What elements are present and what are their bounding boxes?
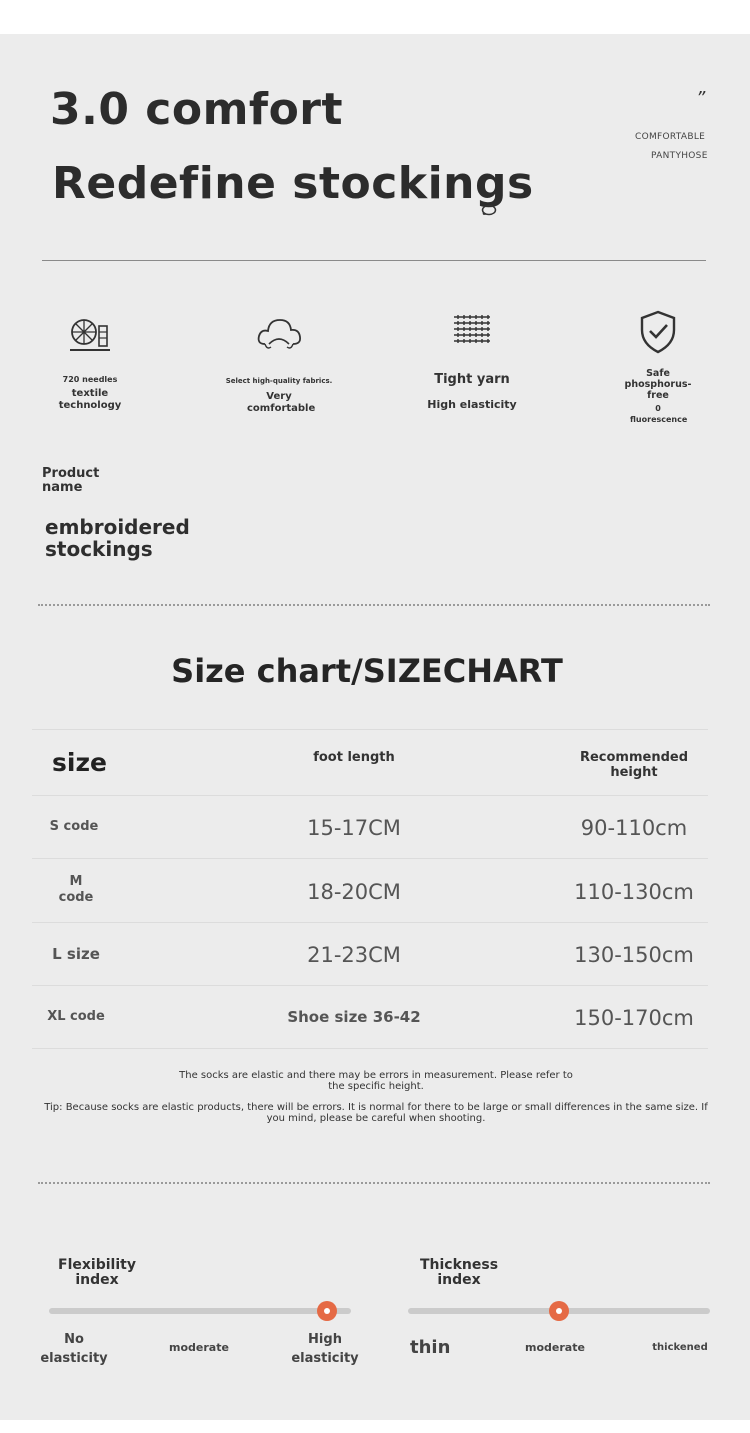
feature-needles-line2: textile technology xyxy=(58,388,122,411)
flexibility-slider-knob xyxy=(317,1301,337,1321)
shield-check-icon xyxy=(608,310,708,354)
feature-fabric-line2: Very comfortable xyxy=(247,391,316,414)
row-foot-length: 15-17CM xyxy=(307,816,401,840)
table-row xyxy=(32,858,708,923)
row-foot-length: 18-20CM xyxy=(307,880,401,904)
table-row xyxy=(32,795,708,859)
row-height: 130-150cm xyxy=(574,943,694,967)
header-foot-length: foot length xyxy=(313,750,395,765)
flexibility-index-title: Flexibility index xyxy=(58,1257,136,1288)
cloud-icon xyxy=(220,314,338,354)
thickness-slider-knob xyxy=(549,1301,569,1321)
table-bottom-border xyxy=(32,1048,708,1050)
feature-needles xyxy=(40,312,140,412)
feature-safe-line2: 0 fluorescence xyxy=(630,404,688,424)
flexibility-label-mid: moderate xyxy=(169,1341,229,1354)
tag-pantyhose: PANTYHOSE xyxy=(651,151,708,161)
row-height: 90-110cm xyxy=(580,816,688,840)
table-row xyxy=(32,922,708,986)
row-foot-length: Shoe size 36-42 xyxy=(287,1008,421,1026)
feature-fabric xyxy=(220,314,338,415)
tag-comfortable: COMFORTABLE xyxy=(635,132,706,142)
title-line-1: 3.0 comfort xyxy=(50,84,344,135)
row-size: S code xyxy=(49,819,99,834)
thickness-label-low: thin xyxy=(410,1337,451,1358)
feature-safe xyxy=(608,310,708,425)
row-foot-length: 21-23CM xyxy=(307,943,401,967)
thickness-label-mid: moderate xyxy=(525,1341,585,1354)
product-name: embroidered stockings xyxy=(45,515,190,561)
thickness-label-high: thickened xyxy=(652,1342,708,1353)
feature-yarn-line2: High elasticity xyxy=(427,398,517,411)
header-size: size xyxy=(52,748,107,777)
table-row xyxy=(32,985,708,1049)
measurement-note: The socks are elastic and there may be errors in measurement. Please refer to the specific height. xyxy=(179,1070,573,1092)
row-height: 150-170cm xyxy=(574,1006,694,1030)
row-size: XL code xyxy=(47,1009,105,1024)
feature-yarn xyxy=(420,314,524,411)
lasso-decor-icon xyxy=(481,201,495,211)
quote-mark: ” xyxy=(696,88,706,109)
spinning-wheel-icon xyxy=(40,312,140,354)
product-label: Product name xyxy=(42,466,100,495)
row-size: L size xyxy=(52,945,100,963)
header-recommended-height: Recommended height xyxy=(579,750,689,780)
row-height: 110-130cm xyxy=(574,880,694,904)
section-divider-2 xyxy=(38,1182,710,1184)
tip-note: Tip: Because socks are elastic products, there will be errors. It is normal for there to be large or small differences in the same size. If you mind, please be careful when shooting. xyxy=(44,1102,708,1124)
header-divider xyxy=(42,260,706,261)
flexibility-label-low: No elasticity xyxy=(40,1332,108,1366)
section-divider-1 xyxy=(38,604,710,606)
size-chart-title: Size chart/SIZECHART xyxy=(171,652,563,690)
feature-fabric-line1: Select high-quality fabrics. xyxy=(225,377,333,385)
table-header-row xyxy=(32,729,708,796)
feature-safe-line1: Safe phosphorus-free xyxy=(624,368,692,401)
flexibility-slider-track xyxy=(49,1308,351,1314)
feature-yarn-line1: Tight yarn xyxy=(434,372,510,387)
knit-yarn-icon xyxy=(420,314,524,348)
feature-needles-line1: 720 needles xyxy=(62,375,118,384)
thickness-index-title: Thickness index xyxy=(419,1257,499,1288)
flexibility-label-high: High elasticity xyxy=(291,1332,359,1366)
content-panel xyxy=(0,34,750,1420)
title-line-2: Redefine stockings xyxy=(52,158,534,209)
row-size: M code xyxy=(58,874,94,905)
